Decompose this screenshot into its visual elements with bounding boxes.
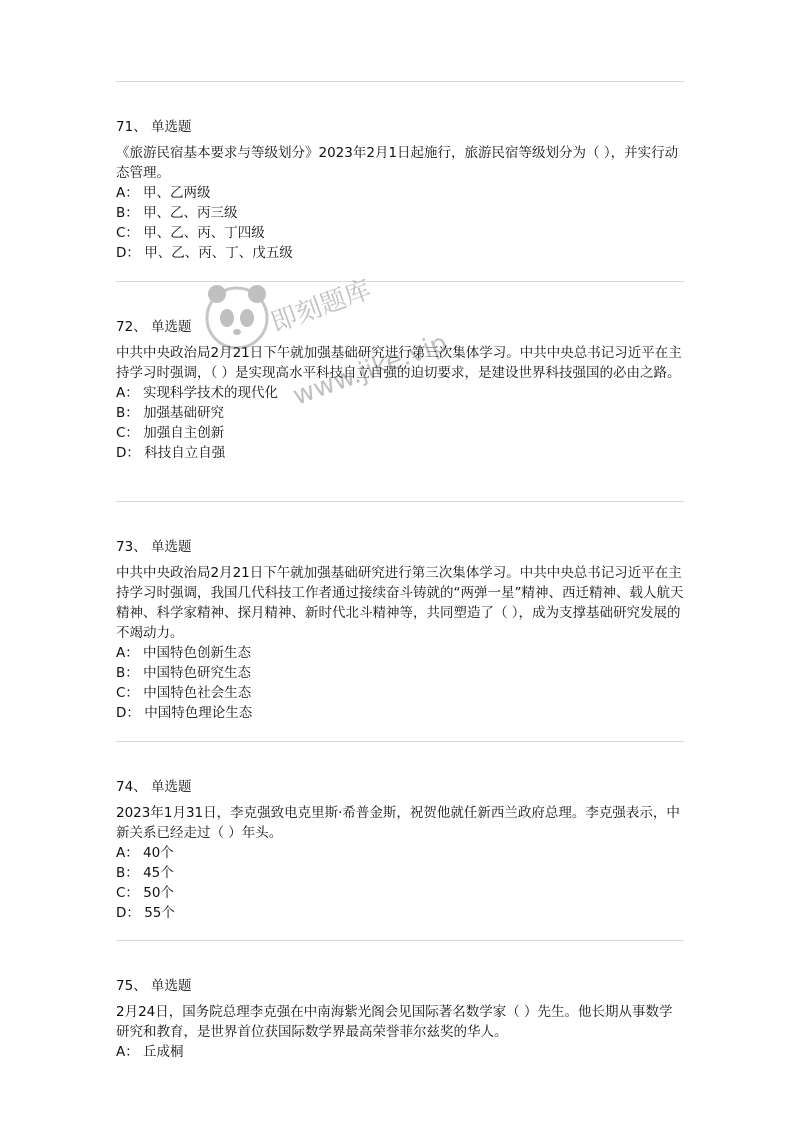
question-73 — [116, 537, 684, 723]
option-text: 40个 — [143, 845, 174, 861]
question-number: 72 — [116, 319, 134, 335]
option-text: 55个 — [144, 905, 175, 921]
option-a[interactable] — [116, 843, 684, 863]
question-text: 中共中央政治局2月21日下午就加强基础研究进行第三次集体学习。中共中央总书记习近平在主持学习时强调，我国几代科技工作者通过接续奋斗铸就的“两弹一星”精神、西迁精神、载人航天精神、科学家精神、探月精神、新时代北斗精神等，共同塑造了（ ），成为支撑基础研究发展的不竭动力。 — [116, 565, 684, 641]
divider — [116, 81, 684, 82]
option-d[interactable] — [116, 443, 684, 463]
option-c[interactable] — [116, 423, 684, 443]
question-header: 75、 单选题 — [116, 978, 192, 994]
option-text: 加强基础研究 — [143, 405, 225, 421]
divider — [116, 281, 684, 282]
option-text: 科技自立自强 — [144, 445, 226, 461]
question-74 — [116, 777, 684, 923]
option-c[interactable] — [116, 223, 684, 243]
option-a[interactable] — [116, 383, 684, 403]
option-letter: A： — [116, 645, 139, 661]
question-type: 单选题 — [150, 978, 192, 994]
question-type: 单选题 — [150, 779, 192, 795]
option-c[interactable] — [116, 883, 684, 903]
question-header: 74、 单选题 — [116, 779, 192, 795]
option-letter: C： — [116, 225, 139, 241]
option-letter: A： — [116, 185, 139, 201]
option-text: 中国特色理论生态 — [144, 705, 253, 721]
option-a[interactable] — [116, 183, 684, 203]
option-d[interactable] — [116, 243, 684, 263]
option-letter: A： — [116, 385, 139, 401]
option-b[interactable] — [116, 663, 684, 683]
option-text: 甲、乙、丙三级 — [143, 205, 238, 221]
option-text: 实现科学技术的现代化 — [143, 385, 279, 401]
option-text: 甲、乙、丙、丁、戊五级 — [144, 245, 293, 261]
option-letter: C： — [116, 425, 139, 441]
option-text: 中国特色研究生态 — [143, 665, 252, 681]
option-text: 加强自主创新 — [143, 425, 225, 441]
option-text: 45个 — [143, 865, 174, 881]
option-letter: C： — [116, 885, 139, 901]
question-number: 75 — [116, 978, 134, 994]
question-header: 72、 单选题 — [116, 319, 192, 335]
option-b[interactable] — [116, 403, 684, 423]
option-text: 50个 — [143, 885, 174, 901]
option-letter: B： — [116, 205, 139, 221]
watermark-brand: 即刻题库 — [267, 274, 376, 339]
option-a[interactable] — [116, 643, 684, 663]
option-letter: B： — [116, 665, 139, 681]
option-text: 丘成桐 — [143, 1044, 184, 1060]
option-d[interactable] — [116, 903, 684, 923]
question-75 — [116, 976, 684, 1062]
question-header: 71、 单选题 — [116, 119, 192, 135]
question-72 — [116, 317, 684, 463]
option-text: 中国特色社会生态 — [143, 685, 252, 701]
option-letter: D： — [116, 705, 140, 721]
question-number: 73 — [116, 539, 134, 555]
option-letter: D： — [116, 905, 140, 921]
divider — [116, 940, 684, 941]
option-a[interactable] — [116, 1042, 684, 1062]
question-number: 71 — [116, 119, 134, 135]
option-letter: A： — [116, 1044, 139, 1060]
option-letter: D： — [116, 245, 140, 261]
question-text: 《旅游民宿基本要求与等级划分》2023年2月1日起施行，旅游民宿等级划分为（ ），并实行动态管理。 — [116, 145, 679, 181]
question-71 — [116, 117, 684, 263]
question-header: 73、 单选题 — [116, 539, 192, 555]
option-text: 甲、乙两级 — [143, 185, 211, 201]
question-type: 单选题 — [150, 319, 192, 335]
option-letter: B： — [116, 865, 139, 881]
option-letter: D： — [116, 445, 140, 461]
option-letter: A： — [116, 845, 139, 861]
question-type: 单选题 — [150, 539, 192, 555]
option-b[interactable] — [116, 863, 684, 883]
question-text: 2月24日，国务院总理李克强在中南海紫光阁会见国际著名数学家（ ）先生。他长期从事数学研究和教育，是世界首位获国际数学界最高荣誉菲尔兹奖的华人。 — [116, 1004, 673, 1040]
option-b[interactable] — [116, 203, 684, 223]
question-text: 中共中央政治局2月21日下午就加强基础研究进行第三次集体学习。中共中央总书记习近平在主持学习时强调，（ ）是实现高水平科技自立自强的迫切要求，是建设世界科技强国的必由之路。 — [116, 345, 682, 381]
divider — [116, 741, 684, 742]
option-d[interactable] — [116, 703, 684, 723]
question-number: 74 — [116, 779, 134, 795]
option-text: 中国特色创新生态 — [143, 645, 252, 661]
question-type: 单选题 — [150, 119, 192, 135]
option-letter: B： — [116, 405, 139, 421]
question-text: 2023年1月31日，李克强致电克里斯·希普金斯，祝贺他就任新西兰政府总理。李克强表示，中新关系已经走过（ ）年头。 — [116, 805, 680, 841]
option-letter: C： — [116, 685, 139, 701]
divider — [116, 501, 684, 502]
option-text: 甲、乙、丙、丁四级 — [143, 225, 265, 241]
option-c[interactable] — [116, 683, 684, 703]
watermark-url: www.jike.vip — [289, 328, 452, 412]
